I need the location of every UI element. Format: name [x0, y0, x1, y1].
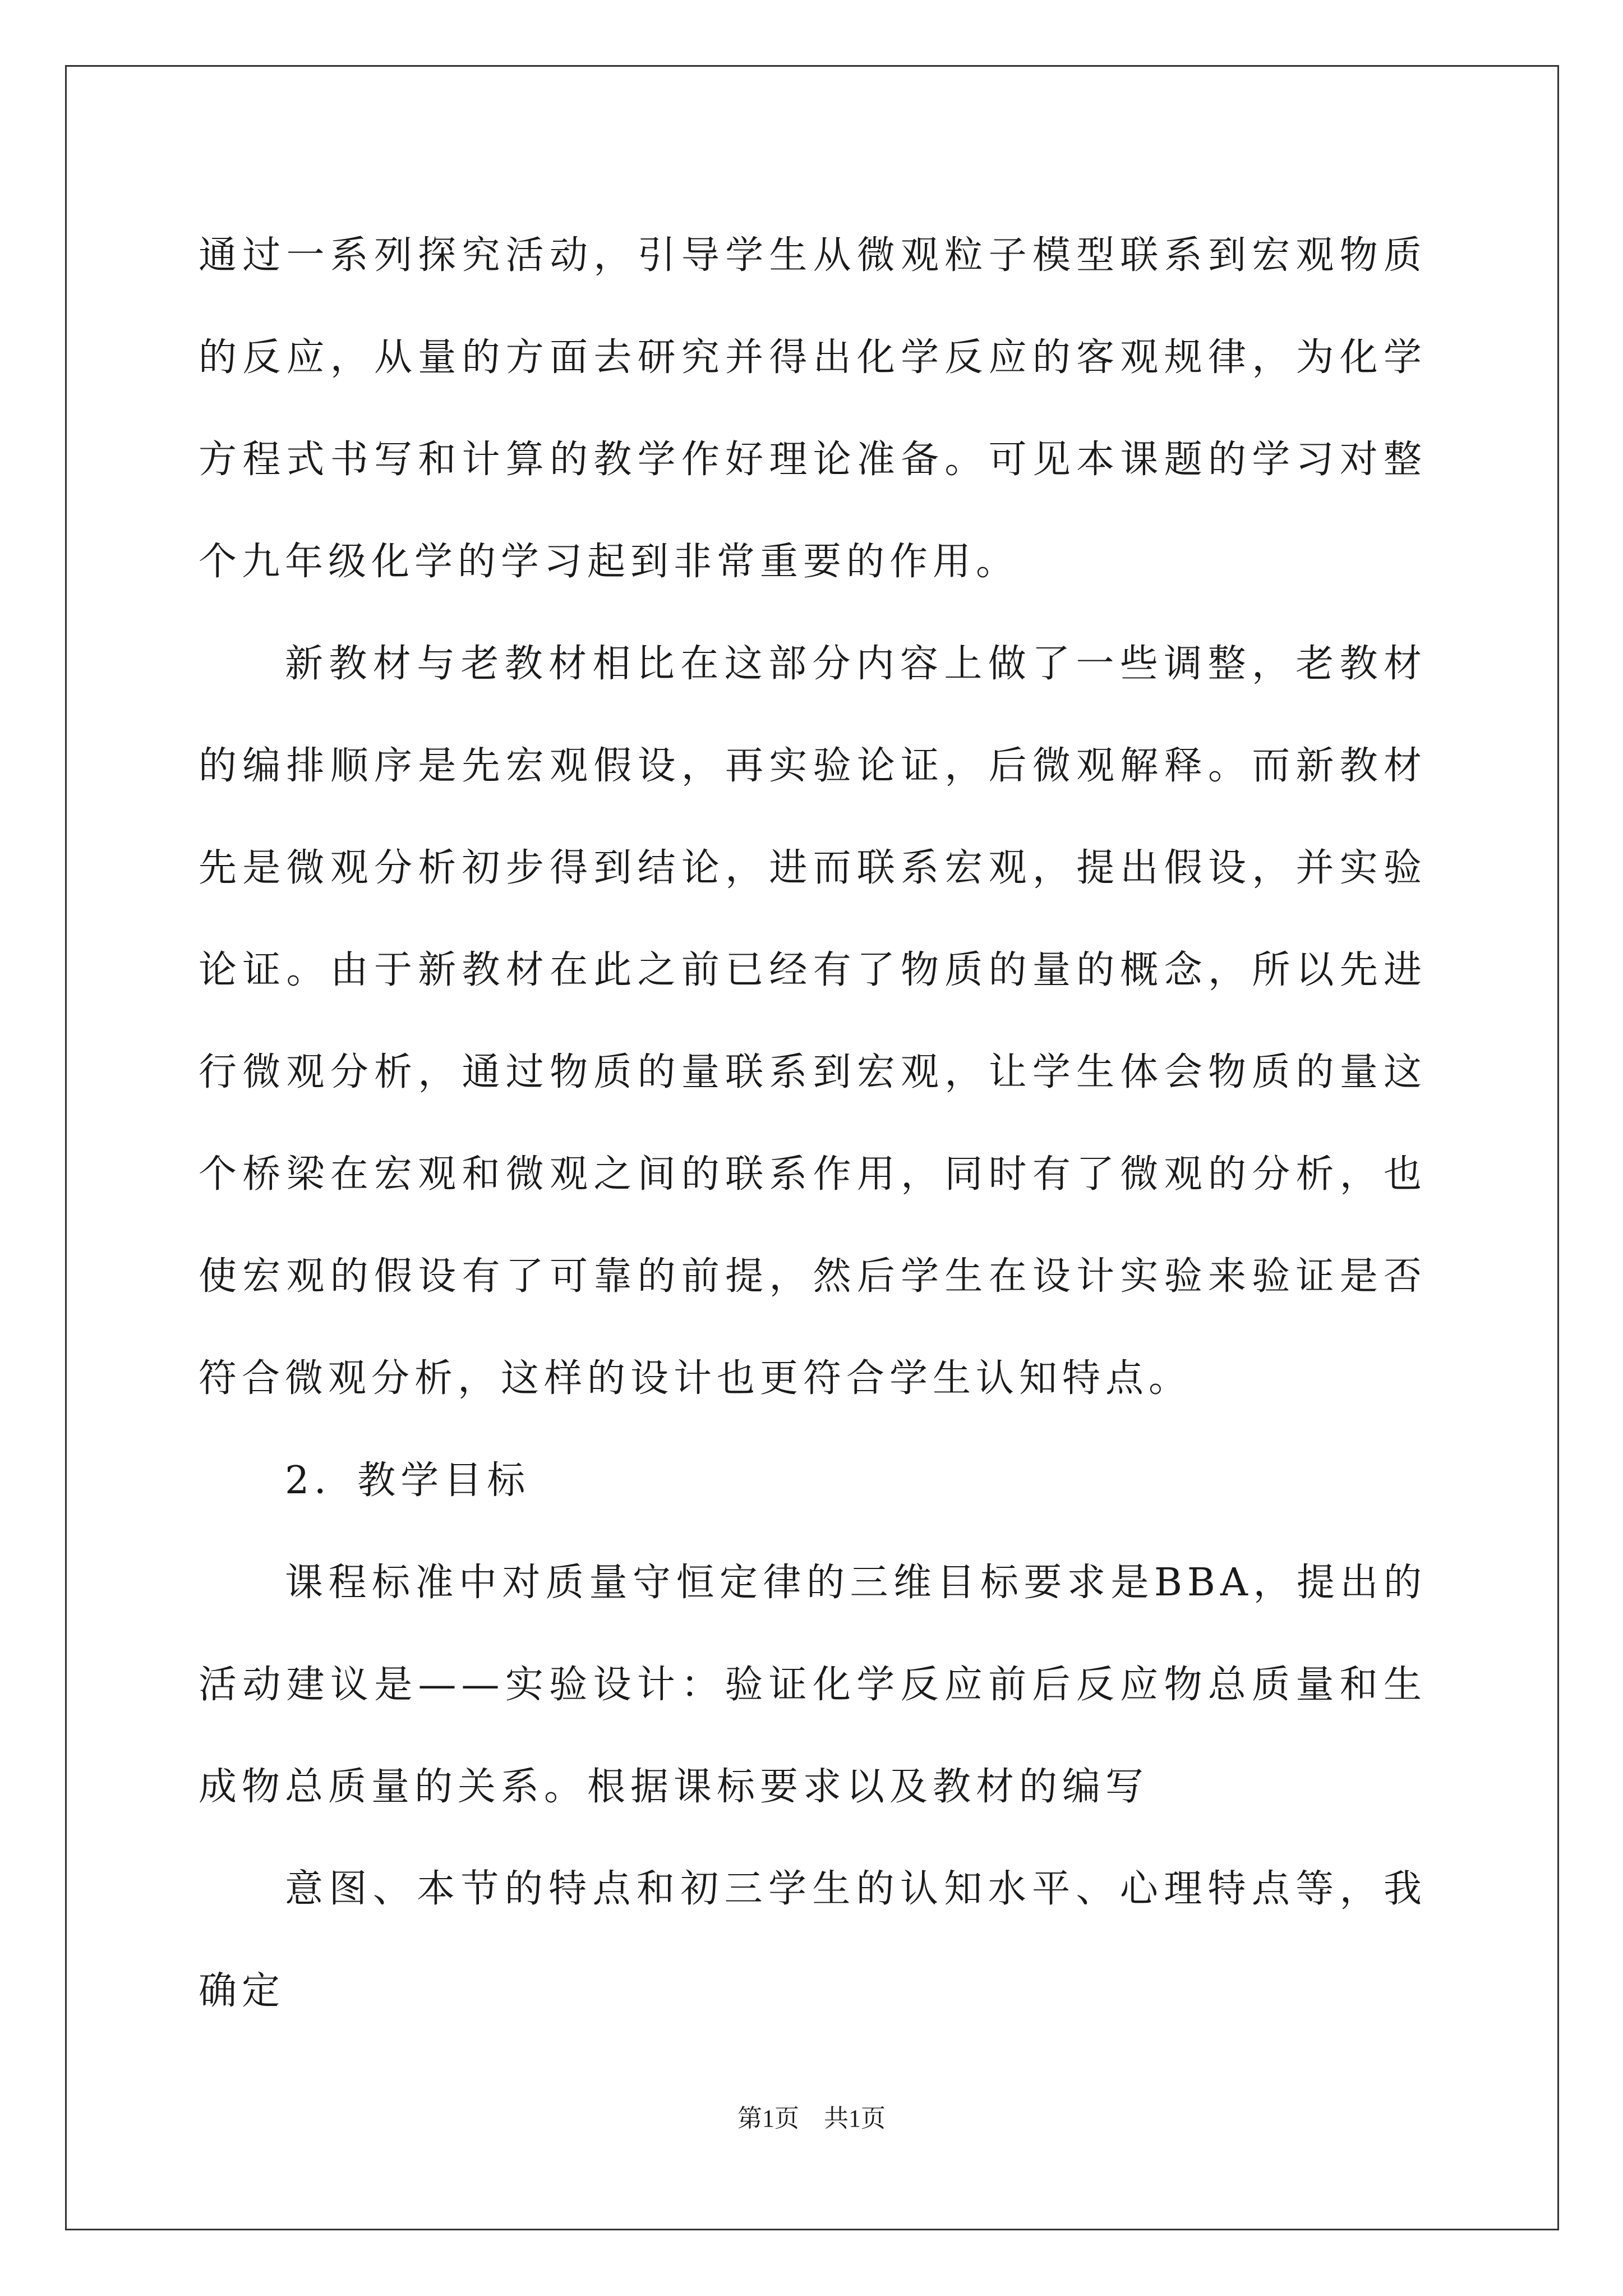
paragraph-1: 通过一系列探究活动，引导学生从微观粒子模型联系到宏观物质的反应，从量的方面去研究并得出化学反应的客观规律，为化学方程式书写和计算的教学作好理论准备。可见本课题的学习对整个九年级化学的学习起到非常重要的作用。 [199, 233, 1427, 584]
paragraph-4: 意图、本节的特点和初三学生的认知水平、心理特点等，我确定 [199, 1867, 1427, 2013]
section-heading-teaching-goals: 2．教学目标 [285, 1458, 531, 1503]
page-footer: 第1页 共1页 [737, 2105, 886, 2132]
paragraph-2: 新教材与老教材相比在这部分内容上做了一些调整，老教材的编排顺序是先宏观假设，再实验论证，后微观解释。而新教材先是微观分析初步得到结论，进而联系宏观，提出假设，并实验论证。由于新教材在此之前已经有了物质的量的概念，所以先进行微观分析，通过物质的量联系到宏观，让学生体会物质的量这个桥梁在宏观和微观之间的联系作用，同时有了微观的分析，也使宏观的假设有了可靠的前提，然后学生在设计实验来验证是否符合微观分析，这样的设计也更符合学生认知特点。 [199, 642, 1427, 1401]
document-body [199, 205, 1427, 2042]
paragraph-3: 课程标准中对质量守恒定律的三维目标要求是BBA，提出的活动建议是——实验设计：验证化学反应前后反应物总质量和生成物总质量的关系。根据课标要求以及教材的编写 [199, 1561, 1427, 1809]
